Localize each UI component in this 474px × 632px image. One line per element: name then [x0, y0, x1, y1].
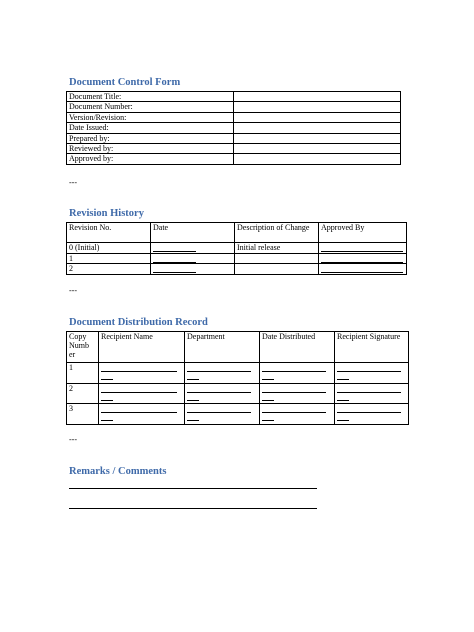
- department-field[interactable]: [185, 363, 260, 384]
- distribution-record-title: Document Distribution Record: [69, 317, 208, 328]
- control-form-title: Document Control Form: [69, 77, 181, 88]
- copy-number: 2: [67, 383, 99, 404]
- table-row: [67, 133, 401, 143]
- field-label: Approved by:: [67, 154, 234, 164]
- document-title-field[interactable]: [234, 92, 401, 102]
- remarks-line[interactable]: [69, 508, 317, 509]
- column-header: Recipient Signature: [335, 332, 409, 363]
- table-row: [67, 154, 401, 164]
- column-header: Department: [185, 332, 260, 363]
- control-form-table: [66, 91, 401, 165]
- header-row: [67, 223, 407, 243]
- approved-by-field[interactable]: [234, 154, 401, 164]
- recipient-signature-field[interactable]: [335, 383, 409, 404]
- table-row: [67, 143, 401, 153]
- field-label: Document Number:: [67, 102, 234, 112]
- department-field[interactable]: [185, 383, 260, 404]
- table-row: [67, 253, 407, 264]
- copy-number: 1: [67, 363, 99, 384]
- table-row: [67, 243, 407, 254]
- recipient-signature-field[interactable]: [335, 363, 409, 384]
- column-header: Date Distributed: [260, 332, 335, 363]
- remarks-line[interactable]: [69, 488, 317, 489]
- remarks-title: Remarks / Comments: [69, 466, 167, 477]
- table-row: [67, 383, 409, 404]
- description-field[interactable]: [235, 264, 319, 275]
- column-header: Date: [151, 223, 235, 243]
- version-revision-field[interactable]: [234, 112, 401, 122]
- date-distributed-field[interactable]: [260, 404, 335, 425]
- column-header: Revision No.: [67, 223, 151, 243]
- distribution-record-table: [66, 331, 409, 425]
- revision-history-title: Revision History: [69, 208, 144, 219]
- date-issued-field[interactable]: [234, 123, 401, 133]
- column-header: Description of Change: [235, 223, 319, 243]
- column-header: Recipient Name: [99, 332, 185, 363]
- description-field[interactable]: [235, 253, 319, 264]
- table-row: [67, 264, 407, 275]
- table-row: [67, 92, 401, 102]
- field-label: Reviewed by:: [67, 143, 234, 153]
- field-label: Date Issued:: [67, 123, 234, 133]
- department-field[interactable]: [185, 404, 260, 425]
- header-row: [67, 332, 409, 363]
- field-label: Version/Revision:: [67, 112, 234, 122]
- approved-by-field[interactable]: [319, 243, 407, 254]
- revision-number: 0 (Initial): [67, 243, 151, 254]
- revision-history-table: [66, 222, 407, 275]
- column-header: Copy Numb er: [67, 332, 99, 363]
- table-row: [67, 112, 401, 122]
- date-distributed-field[interactable]: [260, 363, 335, 384]
- approved-by-field[interactable]: [319, 253, 407, 264]
- approved-by-field[interactable]: [319, 264, 407, 275]
- prepared-by-field[interactable]: [234, 133, 401, 143]
- date-distributed-field[interactable]: [260, 383, 335, 404]
- date-field[interactable]: [151, 264, 235, 275]
- table-row: [67, 123, 401, 133]
- column-header: Approved By: [319, 223, 407, 243]
- recipient-name-field[interactable]: [99, 404, 185, 425]
- recipient-name-field[interactable]: [99, 383, 185, 404]
- table-row: [67, 363, 409, 384]
- recipient-name-field[interactable]: [99, 363, 185, 384]
- section-separator: ---: [69, 435, 77, 444]
- reviewed-by-field[interactable]: [234, 143, 401, 153]
- section-separator: ---: [69, 178, 77, 187]
- field-label: Prepared by:: [67, 133, 234, 143]
- table-row: [67, 404, 409, 425]
- revision-number: 2: [67, 264, 151, 275]
- document-number-field[interactable]: [234, 102, 401, 112]
- copy-number: 3: [67, 404, 99, 425]
- date-field[interactable]: [151, 243, 235, 254]
- section-separator: ---: [69, 286, 77, 295]
- revision-number: 1: [67, 253, 151, 264]
- recipient-signature-field[interactable]: [335, 404, 409, 425]
- date-field[interactable]: [151, 253, 235, 264]
- table-row: [67, 102, 401, 112]
- field-label: Document Title:: [67, 92, 234, 102]
- description-field[interactable]: Initial release: [235, 243, 319, 254]
